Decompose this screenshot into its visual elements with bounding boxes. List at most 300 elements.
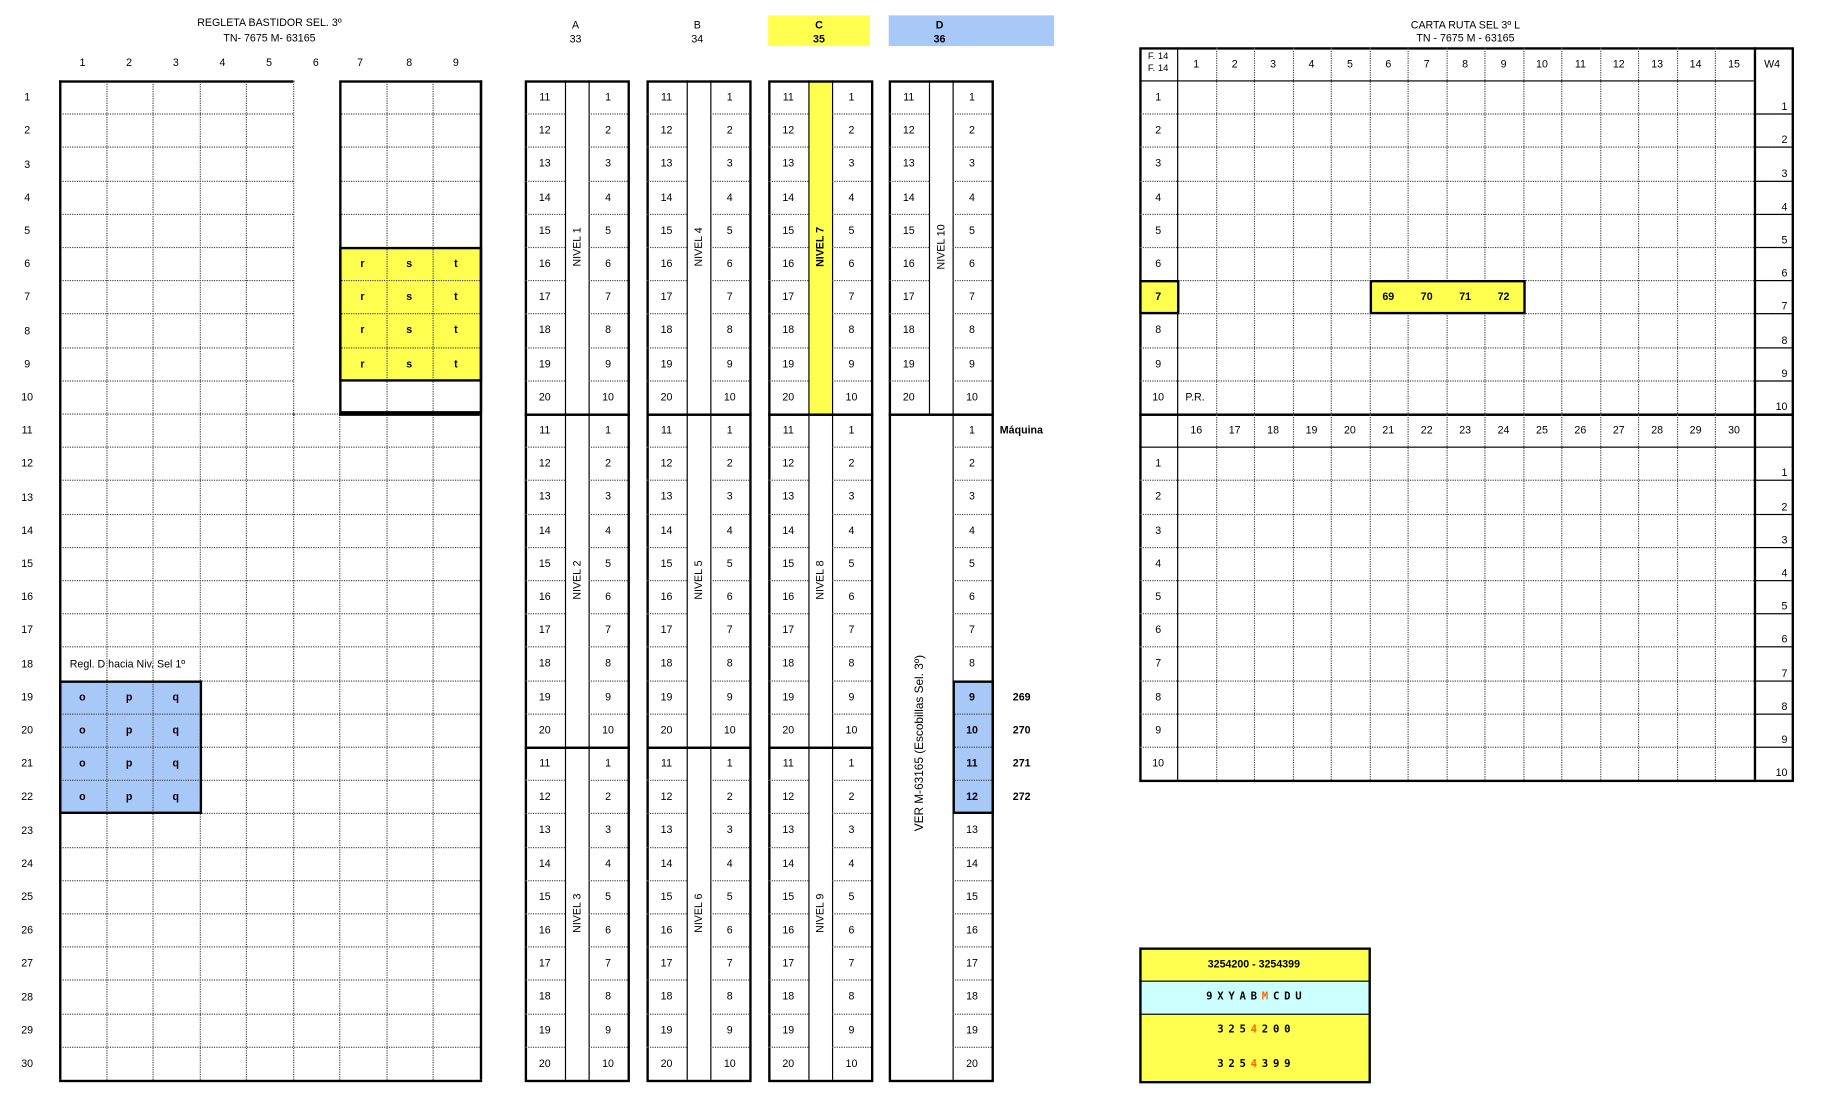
- terminal-number: 11: [661, 91, 673, 103]
- terminal-number: 1: [969, 424, 975, 437]
- terminal-number: 5: [969, 224, 975, 237]
- rst-cell: t: [454, 324, 458, 337]
- level-label: NIVEL 3: [570, 893, 583, 933]
- terminal-number: 1: [605, 757, 611, 770]
- terminal-number: 18: [538, 657, 551, 670]
- terminal-number: 4: [726, 524, 733, 536]
- code-end: [1139, 1047, 1368, 1080]
- terminal-number: 4: [605, 524, 611, 536]
- maquina-label: Máquina: [999, 424, 1043, 437]
- level-label: NIVEL 2: [570, 560, 583, 600]
- terminal-number: 10: [723, 1057, 736, 1070]
- regleta-row-number: 14: [21, 524, 34, 536]
- terminal-number: 19: [660, 1023, 673, 1036]
- terminal-number: 7: [969, 624, 975, 636]
- terminal-number: 11: [782, 91, 794, 103]
- w4-row-number: 4: [1781, 200, 1788, 213]
- carta-row-number: 9: [1155, 357, 1162, 370]
- ver-label: VER M-63165 (Escobillas Sel. 3º): [913, 654, 927, 832]
- w4-row-number: 7: [1781, 667, 1788, 679]
- terminal-number: 9: [605, 1023, 611, 1036]
- carta-col-header: 30: [1728, 424, 1740, 437]
- terminal-number: 12: [538, 790, 551, 803]
- regleta-col-header: 2: [126, 56, 133, 69]
- code-char: U: [1295, 991, 1302, 1004]
- terminal-number: 18: [902, 324, 915, 337]
- terminal-number: 18: [782, 990, 795, 1003]
- w4-row-number: 3: [1781, 533, 1788, 546]
- terminal-number: 15: [538, 890, 551, 903]
- terminal-number: 2: [726, 124, 733, 137]
- terminal-number: 8: [726, 324, 733, 337]
- terminal-number: 4: [969, 524, 975, 536]
- terminal-number: 10: [723, 390, 736, 403]
- opq-cell: q: [172, 690, 180, 703]
- terminal-number: 16: [782, 590, 795, 603]
- terminal-number: 9: [848, 690, 855, 703]
- terminal-number: 5: [605, 890, 611, 903]
- side-label: 270: [1012, 724, 1031, 736]
- rst-cell: r: [360, 257, 365, 270]
- terminal-number: 16: [782, 923, 795, 936]
- terminal-number: 17: [660, 624, 673, 636]
- code-char: 3: [1261, 1058, 1269, 1070]
- opq-cell: q: [172, 790, 180, 803]
- terminal-number: 13: [966, 824, 978, 836]
- terminal-number: 20: [782, 724, 795, 736]
- carta-row-number: 8: [1155, 324, 1162, 337]
- regleta-row-number: 20: [21, 724, 34, 736]
- terminal-number: 6: [605, 257, 611, 270]
- carta-corner-2: F. 14: [1147, 62, 1169, 74]
- code-char: 5: [1239, 1058, 1246, 1070]
- terminal-number: 18: [538, 324, 551, 337]
- code-char: B: [1250, 991, 1258, 1004]
- terminal-number: 6: [726, 257, 733, 270]
- column-number: 36: [933, 33, 946, 45]
- terminal-number: 12: [538, 124, 551, 137]
- terminal-number: 2: [969, 124, 975, 137]
- regleta-col-header: 3: [172, 56, 179, 69]
- carta-row-number: 3: [1155, 524, 1162, 536]
- opq-cell: o: [79, 757, 86, 770]
- terminal-number: 7: [726, 290, 733, 303]
- terminal-number: 3: [726, 157, 733, 170]
- carta-col-header: 10: [1536, 57, 1548, 70]
- terminal-number: 3: [969, 157, 975, 170]
- code-char: 4: [1250, 1058, 1258, 1070]
- terminal-number: 5: [726, 224, 733, 237]
- column-number: 33: [569, 33, 582, 45]
- terminal-number: 2: [605, 124, 611, 137]
- terminal-number: 4: [848, 524, 855, 536]
- opq-cell: p: [125, 724, 133, 736]
- w4-row-number: 2: [1781, 133, 1788, 146]
- terminal-number: 7: [605, 957, 611, 970]
- terminal-number: 8: [605, 990, 611, 1003]
- rst-cell: s: [406, 357, 413, 370]
- regleta-col-header: 6: [312, 56, 319, 69]
- regleta-row-number: 18: [21, 657, 34, 670]
- carta-col-header: 1: [1193, 57, 1200, 70]
- carta-col-header: 17: [1228, 424, 1241, 437]
- terminal-number: 9: [848, 357, 855, 370]
- carta-col-header: 4: [1308, 57, 1315, 70]
- terminal-number: 15: [782, 224, 795, 237]
- regleta-title: REGLETA BASTIDOR SEL. 3º: [197, 16, 342, 29]
- terminal-number: 2: [969, 457, 975, 470]
- terminal-number: 4: [726, 191, 733, 203]
- terminal-number: 19: [660, 690, 673, 703]
- opq-cell: q: [172, 757, 180, 770]
- terminal-number: 19: [782, 357, 795, 370]
- rst-cell: t: [454, 357, 458, 370]
- terminal-number: 15: [902, 224, 915, 237]
- terminal-number: 14: [782, 191, 795, 203]
- w4-row-number: 5: [1781, 233, 1788, 246]
- carta-subtitle: TN - 7675 M - 63165: [1416, 31, 1515, 44]
- pr-label: P.R.: [1185, 390, 1205, 403]
- terminal-number: 16: [902, 257, 915, 270]
- carta-col-header: 19: [1305, 424, 1318, 437]
- terminal-number: 8: [969, 657, 975, 670]
- opq-cell: p: [125, 757, 133, 770]
- carta-row-number: 10: [1152, 390, 1165, 403]
- terminal-number: 16: [660, 590, 673, 603]
- terminal-number: 18: [660, 324, 673, 337]
- terminal-number: 10: [602, 390, 614, 403]
- terminal-number: 6: [726, 590, 733, 603]
- w4-row-number: 8: [1781, 700, 1788, 713]
- terminal-number: 15: [660, 890, 673, 903]
- terminal-number: 6: [848, 257, 855, 270]
- terminal-number: 17: [782, 624, 795, 636]
- terminal-number: 19: [660, 357, 673, 370]
- carta-row-number: 6: [1155, 624, 1162, 636]
- terminal-number: 1: [848, 757, 855, 770]
- carta-corner-1: F. 14: [1147, 50, 1169, 62]
- carta-col-header: 22: [1420, 424, 1433, 437]
- terminal-number: 16: [660, 257, 673, 270]
- terminal-number: 18: [660, 990, 673, 1003]
- terminal-number: 4: [605, 857, 611, 870]
- terminal-number: 17: [782, 290, 795, 303]
- column-letter: D: [935, 18, 944, 31]
- terminal-number: 1: [605, 424, 611, 437]
- terminal-number: 11: [782, 424, 794, 437]
- carta-col-header: 8: [1462, 57, 1469, 70]
- rst-cell: t: [454, 290, 458, 303]
- terminal-number: 15: [782, 557, 795, 570]
- terminal-number: 15: [966, 890, 978, 903]
- level-label: NIVEL 9: [814, 893, 827, 933]
- opq-cell: o: [79, 724, 86, 736]
- regleta-row-number: 8: [24, 324, 31, 337]
- rst-cell: s: [406, 290, 413, 303]
- regleta-row-number: 25: [21, 890, 34, 903]
- terminal-number: 6: [605, 590, 611, 603]
- regleta-row-number: 22: [21, 790, 34, 803]
- regleta-row-number: 1: [24, 91, 31, 103]
- w4-row-number: 5: [1781, 600, 1788, 613]
- regleta-col-header: 5: [266, 56, 273, 69]
- terminal-number: 5: [726, 890, 733, 903]
- terminal-number: 15: [782, 890, 795, 903]
- code-char: 0: [1284, 1024, 1291, 1037]
- opq-cell: p: [125, 790, 133, 803]
- terminal-number: 8: [848, 657, 855, 670]
- code-char: C: [1272, 991, 1280, 1004]
- terminal-number: 14: [782, 857, 795, 870]
- carta-bottom-block: [1139, 413, 1793, 782]
- carta-col-header: 24: [1497, 424, 1510, 437]
- opq-cell: q: [172, 724, 180, 736]
- rst-cell: s: [406, 324, 413, 337]
- terminal-number: 10: [845, 1057, 858, 1070]
- terminal-number: 5: [605, 224, 611, 237]
- carta-col-header: 14: [1689, 57, 1702, 70]
- terminal-number: 9: [726, 690, 733, 703]
- regleta-col-header: 9: [452, 56, 459, 69]
- terminal-number: 2: [848, 790, 855, 803]
- terminal-number: 17: [966, 957, 978, 970]
- terminal-number: 11: [903, 91, 915, 103]
- terminal-number: 11: [782, 757, 794, 770]
- carta-row-number: 6: [1155, 257, 1162, 270]
- terminal-number: 1: [726, 757, 733, 770]
- side-label: 269: [1012, 690, 1031, 703]
- column-number: 34: [691, 33, 704, 45]
- regleta-row-number: 11: [21, 424, 33, 437]
- terminal-number: 14: [538, 191, 551, 203]
- terminal-number: 17: [782, 957, 795, 970]
- terminal-number: 20: [902, 390, 915, 403]
- level-label: NIVEL 8: [814, 560, 827, 600]
- terminal-number: 10: [845, 724, 858, 736]
- terminal-number: 1: [969, 91, 975, 103]
- regleta-row-number: 15: [21, 557, 34, 570]
- terminal-number: 10: [602, 724, 614, 736]
- code-char: 5: [1239, 1024, 1246, 1037]
- w4-row-number: 9: [1781, 733, 1788, 746]
- terminal-number: 19: [538, 690, 551, 703]
- terminal-number: 5: [848, 224, 855, 237]
- regleta-row-number: 12: [21, 457, 34, 470]
- terminal-number: 5: [605, 557, 611, 570]
- terminal-number: 4: [969, 191, 975, 203]
- terminal-number: 7: [605, 624, 611, 636]
- carta-row-number: 3: [1155, 157, 1162, 170]
- terminal-number: 12: [660, 457, 673, 470]
- terminal-number: 9: [726, 1023, 733, 1036]
- terminal-number: 19: [902, 357, 915, 370]
- terminal-number: 7: [605, 290, 611, 303]
- terminal-number: 12: [902, 124, 915, 137]
- w4-row-number: 8: [1781, 333, 1788, 346]
- terminal-number: 11: [539, 757, 551, 770]
- carta-col-header: 3: [1270, 57, 1277, 70]
- terminal-number: 20: [660, 1057, 673, 1070]
- terminal-number: 13: [782, 157, 795, 170]
- regleta-row-number: 5: [24, 224, 31, 237]
- regleta-row-number: 19: [21, 690, 34, 703]
- terminal-number: 8: [848, 324, 855, 337]
- column-letter: A: [571, 18, 580, 31]
- carta-col-header: 9: [1500, 57, 1507, 70]
- terminal-number: 14: [660, 857, 673, 870]
- terminal-number: 3: [848, 824, 855, 836]
- terminal-number: 7: [848, 290, 855, 303]
- regleta-col-header: 7: [357, 56, 364, 69]
- terminal-number: 20: [538, 724, 551, 736]
- carta-row-number: 4: [1155, 191, 1162, 203]
- terminal-number: 18: [966, 990, 978, 1003]
- terminal-number: 17: [538, 624, 551, 636]
- terminal-number: 2: [726, 790, 733, 803]
- carta-row-number: 7: [1155, 290, 1162, 303]
- terminal-number: 16: [538, 257, 551, 270]
- carta-row-number: 5: [1155, 224, 1162, 237]
- terminal-number: 13: [902, 157, 915, 170]
- terminal-number: 11: [966, 757, 978, 770]
- carta-row-number: 9: [1155, 724, 1162, 736]
- terminal-number: 5: [848, 557, 855, 570]
- terminal-number: 20: [538, 390, 551, 403]
- terminal-number: 20: [538, 1057, 551, 1070]
- carta-col-header: 5: [1346, 57, 1353, 70]
- regleta-row-number: 9: [24, 357, 31, 370]
- rst-cell: r: [360, 324, 365, 337]
- regleta-row-number: 10: [21, 390, 34, 403]
- terminal-number: 12: [782, 790, 795, 803]
- column-number: 35: [813, 33, 825, 45]
- w4-row-number: 9: [1781, 367, 1788, 379]
- terminal-number: 14: [538, 524, 551, 536]
- terminal-number: 20: [660, 724, 673, 736]
- carta-col-header: 27: [1612, 424, 1625, 437]
- terminal-number: 10: [966, 390, 978, 403]
- carta-col-header: 2: [1231, 57, 1238, 70]
- terminal-number: 9: [605, 690, 611, 703]
- carta-col-header: 11: [1574, 57, 1586, 70]
- regleta-row-number: 29: [21, 1023, 34, 1036]
- terminal-number: 3: [605, 157, 611, 170]
- terminal-number: 17: [660, 957, 673, 970]
- terminal-number: 1: [848, 91, 855, 103]
- opq-cell: o: [79, 690, 86, 703]
- code-char: D: [1284, 991, 1291, 1004]
- regleta-subtitle: TN- 7675 M- 63165: [223, 31, 316, 44]
- terminal-number: 10: [723, 724, 736, 736]
- code-range: 3254200 - 3254399: [1207, 958, 1301, 971]
- terminal-number: 11: [661, 424, 673, 437]
- terminal-number: 4: [605, 191, 611, 203]
- terminal-number: 15: [660, 557, 673, 570]
- regleta-row-number: 23: [21, 824, 34, 836]
- terminal-number: 3: [848, 157, 855, 170]
- terminal-number: 5: [726, 557, 733, 570]
- code-start: [1139, 1014, 1368, 1047]
- carta-col-header: 20: [1343, 424, 1356, 437]
- w4-row-number: 1: [1781, 467, 1788, 479]
- carta-col-header: 7: [1423, 57, 1430, 70]
- carta-col-header: 6: [1385, 57, 1392, 70]
- regleta-col-header: 4: [219, 56, 226, 69]
- terminal-number: 20: [660, 390, 673, 403]
- regleta-row-number: 27: [21, 957, 34, 970]
- w4-row-number: 10: [1775, 400, 1788, 413]
- rst-cell: r: [360, 357, 365, 370]
- level-label: NIVEL 1: [570, 227, 583, 267]
- level-label: NIVEL 5: [692, 560, 705, 600]
- w4-header: W4: [1764, 57, 1781, 70]
- terminal-number: 9: [605, 357, 611, 370]
- code-char: 4: [1250, 1024, 1258, 1037]
- terminal-number: 6: [969, 590, 975, 603]
- level-label: NIVEL 10: [934, 224, 947, 270]
- carta-highlight-cell: 70: [1420, 290, 1433, 303]
- regleta-row-number: 3: [24, 157, 31, 170]
- terminal-number: 1: [848, 424, 855, 437]
- regleta-row-number: 21: [21, 757, 34, 770]
- terminal-number: 8: [848, 990, 855, 1003]
- terminal-number: 14: [660, 524, 673, 536]
- rst-cell: r: [360, 290, 365, 303]
- terminal-number: 12: [966, 790, 978, 803]
- terminal-number: 17: [538, 957, 551, 970]
- terminal-number: 15: [538, 557, 551, 570]
- w4-row-number: 7: [1781, 300, 1788, 313]
- code-char: M: [1261, 991, 1269, 1004]
- terminal-number: 3: [969, 490, 975, 503]
- w4-row-number: 1: [1781, 100, 1788, 113]
- carta-row-number: 4: [1155, 557, 1162, 570]
- carta-row-number: 1: [1155, 91, 1162, 103]
- w4-row-number: 3: [1781, 167, 1788, 180]
- carta-col-header: 13: [1651, 57, 1664, 70]
- opq-cell: o: [79, 790, 86, 803]
- terminal-number: 3: [605, 490, 611, 503]
- terminal-number: 1: [726, 424, 733, 437]
- rst-cell: s: [406, 257, 413, 270]
- terminal-number: 18: [782, 657, 795, 670]
- terminal-number: 17: [660, 290, 673, 303]
- terminal-number: 14: [660, 191, 673, 203]
- carta-col-header: 29: [1689, 424, 1702, 437]
- code-char: A: [1239, 991, 1246, 1004]
- terminal-number: 3: [848, 490, 855, 503]
- terminal-number: 10: [845, 390, 858, 403]
- regleta-row-number: 26: [21, 923, 34, 936]
- terminal-number: 6: [848, 923, 855, 936]
- carta-col-header: 21: [1382, 424, 1395, 437]
- terminal-number: 12: [782, 457, 795, 470]
- terminal-number: 6: [969, 257, 975, 270]
- carta-col-header: 26: [1574, 424, 1587, 437]
- terminal-number: 15: [660, 224, 673, 237]
- terminal-number: 13: [660, 157, 673, 170]
- terminal-number: 14: [902, 191, 915, 203]
- terminal-number: 2: [848, 124, 855, 137]
- column-header-fill: [889, 15, 1054, 46]
- terminal-number: 13: [782, 824, 795, 836]
- terminal-number: 6: [605, 923, 611, 936]
- opq-cell: p: [125, 690, 133, 703]
- terminal-number: 8: [726, 990, 733, 1003]
- terminal-number: 1: [726, 91, 733, 103]
- code-char: X: [1217, 991, 1224, 1004]
- terminal-number: 5: [969, 557, 975, 570]
